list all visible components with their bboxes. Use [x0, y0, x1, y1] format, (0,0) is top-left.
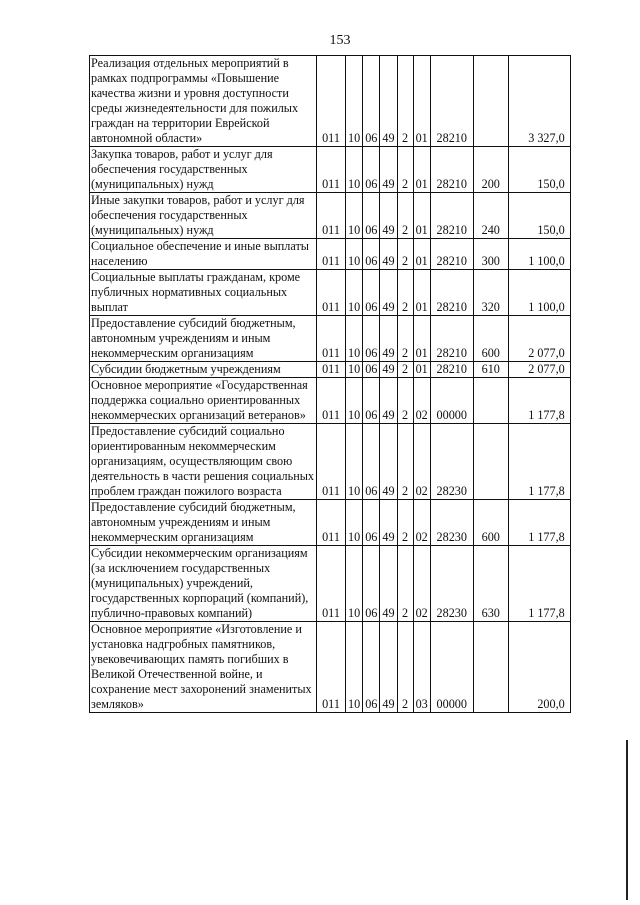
- expense-type-code: 600: [473, 500, 508, 546]
- expense-type-code: 240: [473, 193, 508, 239]
- section-code: 10: [346, 546, 363, 622]
- subprogram-code: 2: [397, 622, 413, 713]
- direction-code: 00000: [430, 378, 473, 424]
- subsection-code: 06: [363, 193, 380, 239]
- program-code: 49: [380, 193, 397, 239]
- amount: 3 327,0: [508, 56, 570, 147]
- table-row: [90, 270, 571, 316]
- table-row: [90, 56, 571, 147]
- row-name: Социальное обеспечение и иные выплаты населению: [90, 239, 317, 270]
- program-code: 49: [380, 424, 397, 500]
- section-code: 10: [346, 56, 363, 147]
- event-code: 02: [413, 546, 430, 622]
- program-code: 49: [380, 316, 397, 362]
- section-code: 10: [346, 378, 363, 424]
- amount: 1 100,0: [508, 239, 570, 270]
- row-name: Предоставление субсидий бюджетным, автономным учреждениям и иным некоммерческим организациям: [90, 316, 317, 362]
- section-code: 10: [346, 362, 363, 378]
- subsection-code: 06: [363, 378, 380, 424]
- expense-type-code: 630: [473, 546, 508, 622]
- row-name: Основное мероприятие «Изготовление и установка надгробных памятников, увековечивающих память погибших в Великой Отечественной войне, и сохранение мест захоронений знаменитых земляков»: [90, 622, 317, 713]
- row-name: Закупка товаров, работ и услуг для обеспечения государственных (муниципальных) нужд: [90, 147, 317, 193]
- table-row: [90, 424, 571, 500]
- program-code: 49: [380, 378, 397, 424]
- subprogram-code: 2: [397, 546, 413, 622]
- expense-type-code: [473, 424, 508, 500]
- table-row: [90, 147, 571, 193]
- expense-type-code: [473, 378, 508, 424]
- subprogram-code: 2: [397, 500, 413, 546]
- expense-type-code: 200: [473, 147, 508, 193]
- direction-code: 28230: [430, 500, 473, 546]
- event-code: 01: [413, 270, 430, 316]
- ministry-code: 011: [317, 147, 346, 193]
- amount: 1 177,8: [508, 424, 570, 500]
- subprogram-code: 2: [397, 56, 413, 147]
- event-code: 03: [413, 622, 430, 713]
- ministry-code: 011: [317, 316, 346, 362]
- direction-code: 28210: [430, 56, 473, 147]
- direction-code: 28210: [430, 270, 473, 316]
- direction-code: 28210: [430, 316, 473, 362]
- row-name: Субсидии бюджетным учреждениям: [90, 362, 317, 378]
- amount: 150,0: [508, 147, 570, 193]
- subprogram-code: 2: [397, 239, 413, 270]
- section-code: 10: [346, 316, 363, 362]
- event-code: 01: [413, 316, 430, 362]
- event-code: 01: [413, 193, 430, 239]
- subprogram-code: 2: [397, 147, 413, 193]
- direction-code: 28210: [430, 362, 473, 378]
- subsection-code: 06: [363, 622, 380, 713]
- event-code: 02: [413, 378, 430, 424]
- subprogram-code: 2: [397, 316, 413, 362]
- ministry-code: 011: [317, 424, 346, 500]
- page-number: 153: [329, 33, 351, 48]
- subprogram-code: 2: [397, 378, 413, 424]
- event-code: 01: [413, 239, 430, 270]
- row-name: Предоставление субсидий бюджетным, автономным учреждениям и иным некоммерческим организациям: [90, 500, 317, 546]
- program-code: 49: [380, 147, 397, 193]
- table-row: [90, 546, 571, 622]
- row-name: Реализация отдельных мероприятий в рамках подпрограммы «Повышение качества жизни и уровня доступности среды жизнедеятельности для пожилых граждан на территории Еврейской автономной области»: [90, 56, 317, 147]
- direction-code: 28230: [430, 546, 473, 622]
- subprogram-code: 2: [397, 424, 413, 500]
- subsection-code: 06: [363, 500, 380, 546]
- row-name: Предоставление субсидий социально ориентированным некоммерческим организациям, осуществляющим свою деятельность в части решения социальных проблем граждан пожилого возраста: [90, 424, 317, 500]
- expense-type-code: [473, 56, 508, 147]
- row-name: Основное мероприятие «Государственная поддержка социально ориентированных некоммерческих организаций ветеранов»: [90, 378, 317, 424]
- scan-edge-line: [626, 740, 628, 900]
- section-code: 10: [346, 270, 363, 316]
- budget-table-body: [90, 56, 571, 713]
- ministry-code: 011: [317, 362, 346, 378]
- section-code: 10: [346, 500, 363, 546]
- section-code: 10: [346, 147, 363, 193]
- amount: 2 077,0: [508, 316, 570, 362]
- event-code: 02: [413, 500, 430, 546]
- expense-type-code: 600: [473, 316, 508, 362]
- program-code: 49: [380, 56, 397, 147]
- subsection-code: 06: [363, 56, 380, 147]
- amount: 150,0: [508, 193, 570, 239]
- amount: 2 077,0: [508, 362, 570, 378]
- row-name: Субсидии некоммерческим организациям (за исключением государственных (муниципальных) учреждений, государственных корпораций (компаний), публично-правовых компаний): [90, 546, 317, 622]
- direction-code: 28210: [430, 147, 473, 193]
- subsection-code: 06: [363, 270, 380, 316]
- section-code: 10: [346, 424, 363, 500]
- table-row: [90, 193, 571, 239]
- program-code: 49: [380, 362, 397, 378]
- table-row: [90, 622, 571, 713]
- amount: 200,0: [508, 622, 570, 713]
- event-code: 01: [413, 362, 430, 378]
- ministry-code: 011: [317, 239, 346, 270]
- program-code: 49: [380, 622, 397, 713]
- ministry-code: 011: [317, 270, 346, 316]
- program-code: 49: [380, 500, 397, 546]
- section-code: 10: [346, 193, 363, 239]
- subsection-code: 06: [363, 147, 380, 193]
- table-row: [90, 362, 571, 378]
- expense-type-code: 320: [473, 270, 508, 316]
- expense-type-code: 300: [473, 239, 508, 270]
- section-code: 10: [346, 239, 363, 270]
- subsection-code: 06: [363, 424, 380, 500]
- direction-code: 28230: [430, 424, 473, 500]
- ministry-code: 011: [317, 378, 346, 424]
- table-row: [90, 316, 571, 362]
- ministry-code: 011: [317, 56, 346, 147]
- table-row: [90, 500, 571, 546]
- row-name: Социальные выплаты гражданам, кроме публичных нормативных социальных выплат: [90, 270, 317, 316]
- subprogram-code: 2: [397, 270, 413, 316]
- event-code: 01: [413, 147, 430, 193]
- subsection-code: 06: [363, 362, 380, 378]
- subsection-code: 06: [363, 316, 380, 362]
- program-code: 49: [380, 546, 397, 622]
- event-code: 02: [413, 424, 430, 500]
- amount: 1 100,0: [508, 270, 570, 316]
- subprogram-code: 2: [397, 193, 413, 239]
- ministry-code: 011: [317, 622, 346, 713]
- ministry-code: 011: [317, 546, 346, 622]
- subsection-code: 06: [363, 546, 380, 622]
- section-code: 10: [346, 622, 363, 713]
- budget-table: [89, 55, 571, 713]
- subprogram-code: 2: [397, 362, 413, 378]
- subsection-code: 06: [363, 239, 380, 270]
- row-name: Иные закупки товаров, работ и услуг для обеспечения государственных (муниципальных) нужд: [90, 193, 317, 239]
- program-code: 49: [380, 270, 397, 316]
- table-row: [90, 239, 571, 270]
- ministry-code: 011: [317, 500, 346, 546]
- program-code: 49: [380, 239, 397, 270]
- table-row: [90, 378, 571, 424]
- amount: 1 177,8: [508, 500, 570, 546]
- direction-code: 28210: [430, 239, 473, 270]
- direction-code: 00000: [430, 622, 473, 713]
- event-code: 01: [413, 56, 430, 147]
- direction-code: 28210: [430, 193, 473, 239]
- expense-type-code: 610: [473, 362, 508, 378]
- expense-type-code: [473, 622, 508, 713]
- ministry-code: 011: [317, 193, 346, 239]
- amount: 1 177,8: [508, 378, 570, 424]
- amount: 1 177,8: [508, 546, 570, 622]
